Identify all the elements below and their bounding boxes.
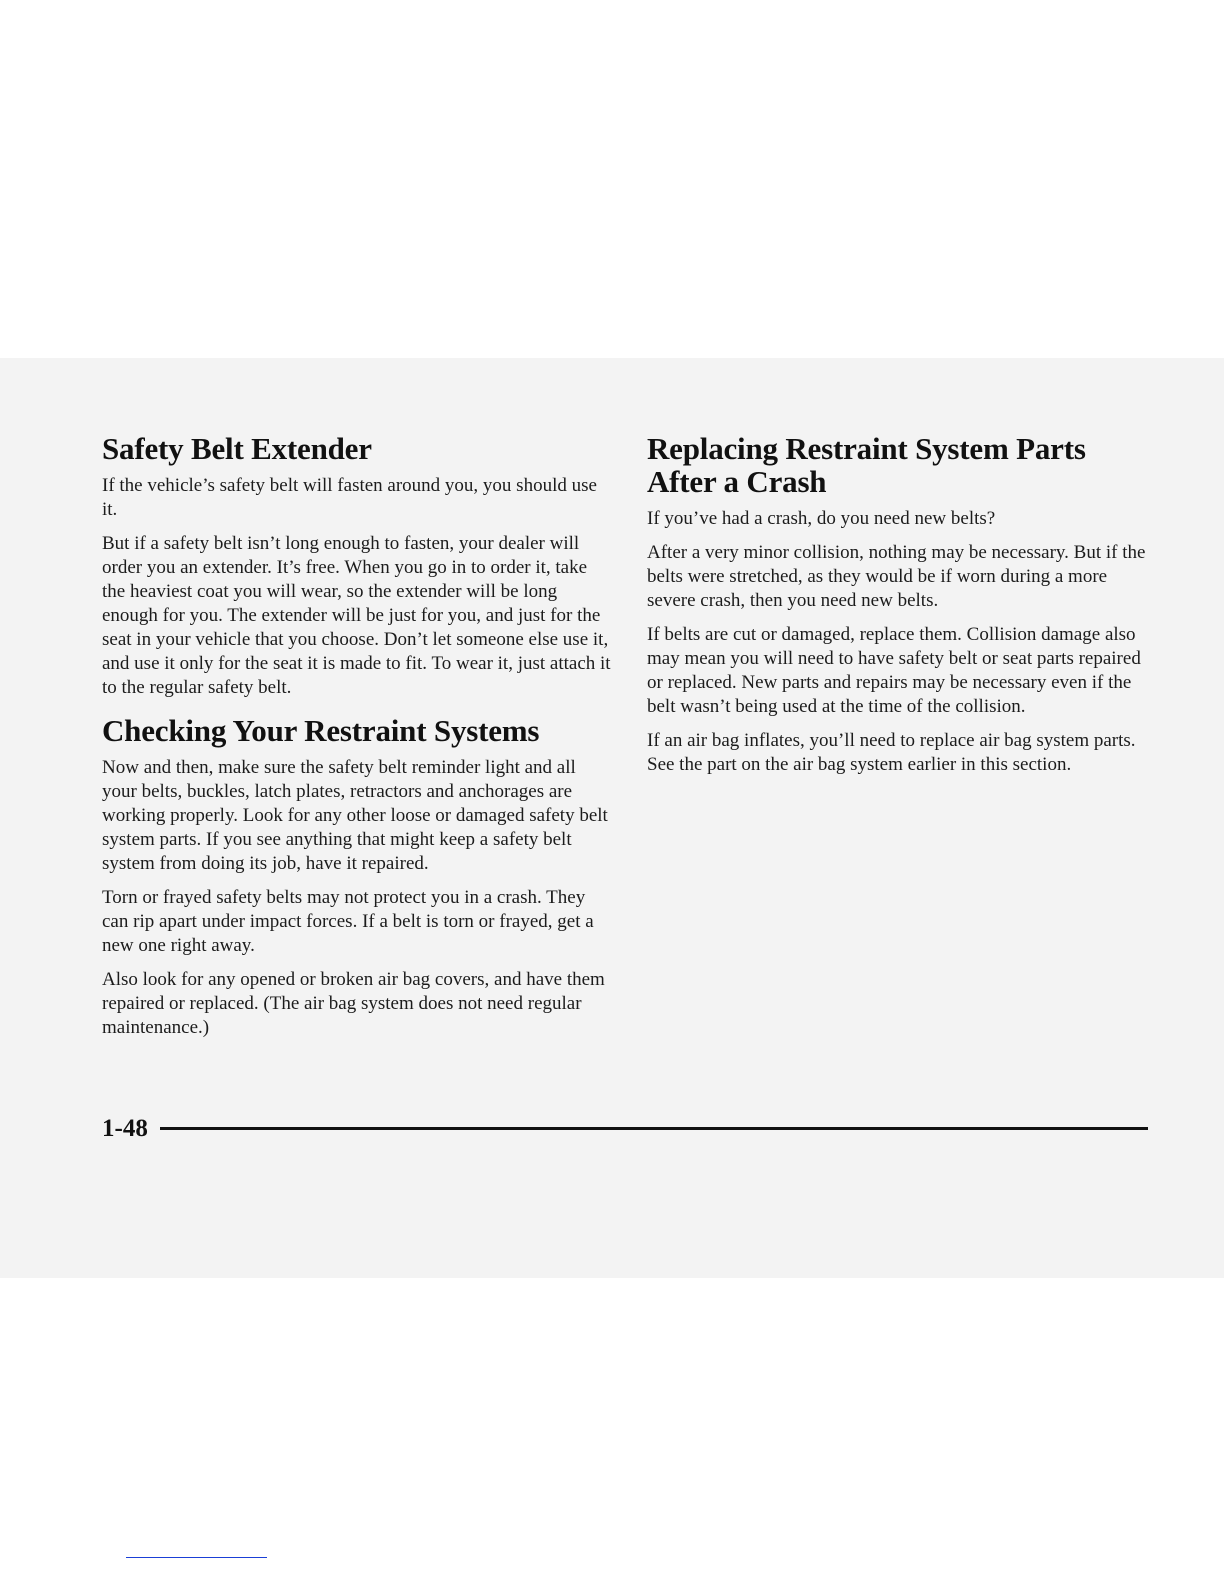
section-heading: Safety Belt Extender bbox=[102, 431, 372, 466]
section-heading: Replacing Restraint System Parts After a Crash bbox=[647, 431, 1086, 499]
body-paragraph: If you’ve had a crash, do you need new belts? bbox=[647, 508, 996, 529]
body-paragraph: Torn or frayed safety belts may not protect you in a crash. They can rip apart under impact forces. If a belt is torn or frayed, get a new one right away. bbox=[102, 887, 594, 956]
section-checking-restraint-systems bbox=[102, 714, 612, 1040]
body-paragraph: After a very minor collision, nothing may be necessary. But if the belts were stretched, as they would be if worn during a more severe crash, then you need new belts. bbox=[647, 542, 1146, 611]
page-number: 1-48 bbox=[102, 1115, 148, 1142]
right-column bbox=[647, 432, 1152, 787]
page-footer bbox=[102, 1113, 1148, 1145]
body-paragraph: If belts are cut or damaged, replace them. Collision damage also may mean you will need to have safety belt or seat parts repaired or replaced. New parts and repairs may be necessary even if the belt wasn’t being used at the time of the collision. bbox=[647, 624, 1141, 717]
section-replacing-restraint-parts bbox=[647, 432, 1152, 777]
body-paragraph: Also look for any opened or broken air bag covers, and have them repaired or replaced. (The air bag system does not need regular maintenance.) bbox=[102, 969, 605, 1038]
body-paragraph: But if a safety belt isn’t long enough to fasten, your dealer will order you an extender. It’s free. When you go in to order it, take the heaviest coat you will wear, so the extender will be long enough for you. The extender will be just for you, and just for the seat in your vehicle that you choose. Don’t let someone else use it, and use it only for the seat it is made to fit. To wear it, just attach it to the regular safety belt. bbox=[102, 533, 611, 698]
body-paragraph: If an air bag inflates, you’ll need to replace air bag system parts. See the part on the air bag system earlier in this section. bbox=[647, 730, 1136, 775]
section-safety-belt-extender bbox=[102, 432, 612, 700]
link-underline[interactable] bbox=[126, 1557, 267, 1558]
body-paragraph: If the vehicle’s safety belt will fasten around you, you should use it. bbox=[102, 475, 597, 520]
body-paragraph: Now and then, make sure the safety belt reminder light and all your belts, buckles, latch plates, retractors and anchorages are working properly. Look for any other loose or damaged safety belt system parts. If you see anything that might keep a safety belt system from doing its job, have it repaired. bbox=[102, 757, 608, 874]
left-column bbox=[102, 432, 612, 1050]
section-heading: Checking Your Restraint Systems bbox=[102, 713, 540, 748]
footer-rule bbox=[160, 1127, 1148, 1130]
